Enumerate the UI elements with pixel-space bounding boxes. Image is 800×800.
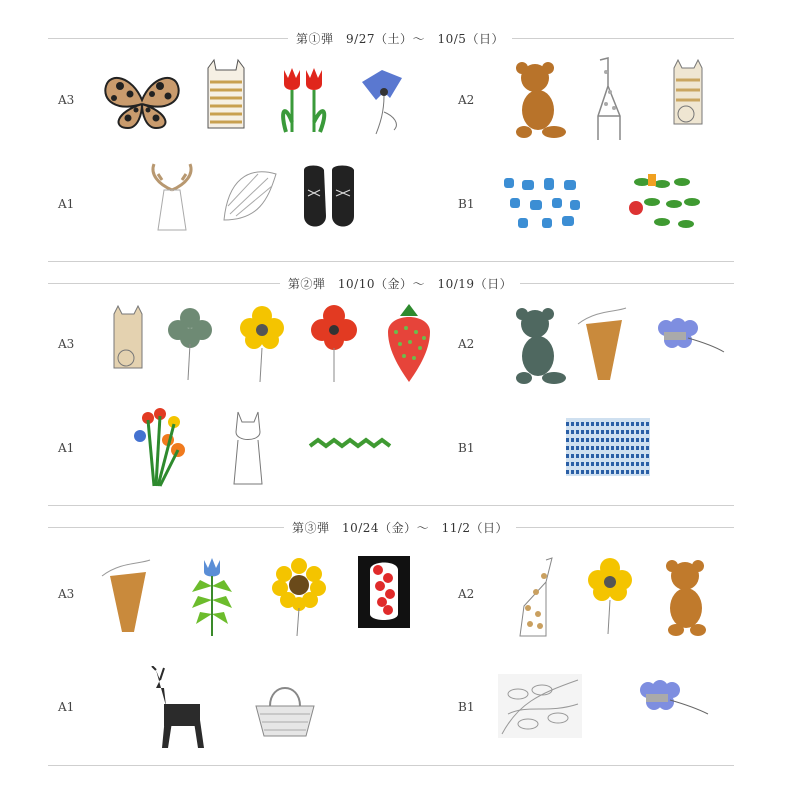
artwork-cat-figure[interactable] (104, 304, 154, 384)
divider (48, 765, 734, 766)
artwork-green-wave-line[interactable] (306, 420, 392, 472)
artwork-brown-bear[interactable] (508, 58, 570, 142)
size-label: A3 (58, 93, 75, 107)
artwork-leopard-butterfly[interactable] (102, 70, 182, 132)
artwork-green-leaves-flowers[interactable] (622, 172, 706, 234)
artwork-wicker-basket[interactable] (248, 678, 322, 740)
artwork-green-bear[interactable] (508, 304, 570, 386)
wave-title: 第①弾 9/27（土）〜 10/5（日） (0, 30, 800, 47)
artwork-strawberry[interactable] (380, 302, 438, 384)
size-label: B1 (458, 441, 475, 455)
artwork-green-tree[interactable] (162, 304, 218, 384)
artwork-cat-paper[interactable] (200, 58, 252, 140)
artwork-red-apple[interactable] (358, 556, 410, 628)
artwork-brown-bear[interactable] (658, 556, 718, 638)
artwork-giraffe-spots[interactable] (506, 556, 560, 638)
artwork-blue-flower[interactable] (354, 62, 410, 136)
artwork-yellow-flower[interactable] (234, 304, 290, 384)
artwork-blue-grapes[interactable] (634, 674, 712, 738)
size-label: A2 (458, 587, 475, 601)
size-label: A2 (458, 337, 475, 351)
artwork-blue-watercolor-dots[interactable] (500, 172, 584, 234)
size-label: A1 (58, 700, 75, 714)
artwork-feather-hat[interactable] (218, 160, 282, 242)
artwork-giraffe-sketch[interactable] (586, 56, 632, 142)
artwork-red-poppy[interactable] (306, 304, 362, 384)
artwork-red-tulips[interactable] (276, 62, 332, 136)
artwork-ochre-figure[interactable] (100, 556, 156, 636)
artwork-sitting-cat[interactable] (222, 406, 274, 488)
artwork-yellow-flower[interactable] (582, 556, 638, 636)
artwork-antler-woman[interactable] (138, 160, 206, 242)
divider (48, 505, 734, 506)
artwork-blue-tulip-leaves[interactable] (184, 556, 240, 638)
artwork-black-deer[interactable] (148, 666, 212, 750)
size-label: A3 (58, 587, 75, 601)
artwork-ochre-figure[interactable] (576, 304, 632, 384)
size-label: A2 (458, 93, 475, 107)
size-label: B1 (458, 700, 475, 714)
artwork-cat-figure[interactable] (664, 58, 712, 142)
size-label: B1 (458, 197, 475, 211)
artwork-blue-stripe-pattern[interactable] (566, 418, 650, 476)
size-label: A3 (58, 337, 75, 351)
artwork-color-bouquet[interactable] (134, 406, 190, 488)
divider (48, 261, 734, 262)
size-label: A1 (58, 441, 75, 455)
artwork-black-shoes[interactable] (298, 160, 360, 242)
wave-title: 第②弾 10/10（金）〜 10/19（日） (0, 275, 800, 292)
artwork-sunflower[interactable] (270, 556, 328, 638)
artwork-leaf-pattern-drawing[interactable] (498, 674, 582, 738)
size-label: A1 (58, 197, 75, 211)
wave-title: 第③弾 10/24（金）〜 11/2（日） (0, 519, 800, 536)
artwork-blue-grapes[interactable] (652, 312, 728, 372)
